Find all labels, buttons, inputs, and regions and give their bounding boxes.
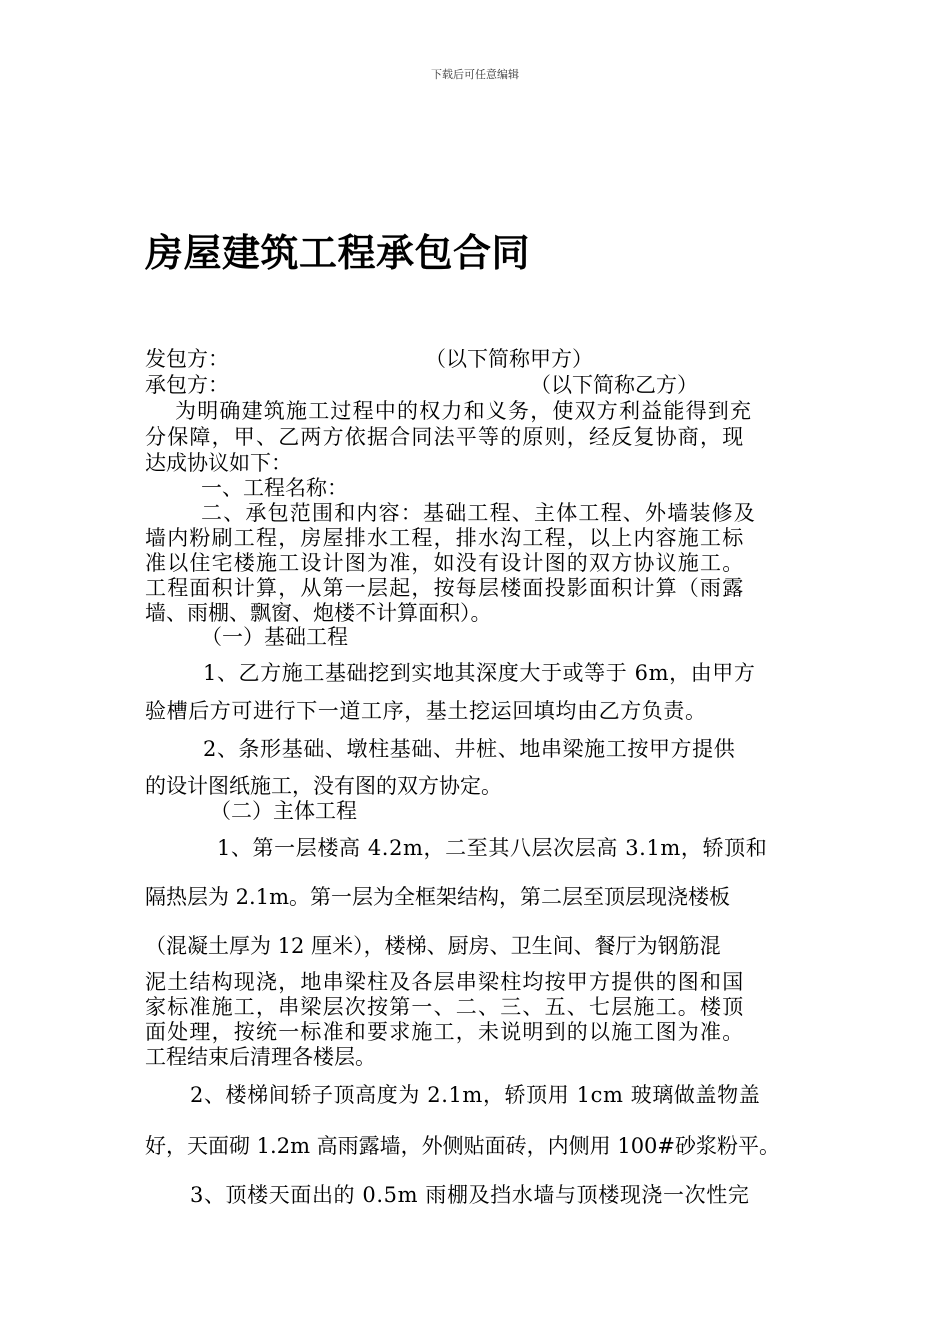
body-line: （混凝土厚为 12 厘米），楼梯、厨房、卫生间、餐厅为钢筋混 xyxy=(145,934,721,958)
section-heading: 一、工程名称： xyxy=(201,476,348,500)
subsection-heading: （二）主体工程 xyxy=(210,799,357,823)
body-line: 为明确建筑施工过程中的权力和义务，使双方利益能得到充 xyxy=(175,399,753,423)
party-b-note: （以下简称乙方） xyxy=(530,373,698,397)
body-line: 准以住宅楼施工设计图为准，如没有设计图的双方协议施工。 xyxy=(145,551,745,575)
body-line: 好，天面砌 1.2m 高雨露墙，外侧贴面砖，内侧用 100#砂浆粉平。 xyxy=(145,1134,781,1158)
party-a-label: 发包方： xyxy=(145,347,229,371)
body-line: 3、顶楼天面出的 0.5m 雨棚及挡水墙与顶楼现浇一次性完 xyxy=(190,1183,750,1207)
page-header-note: 下载后可任意编辑 xyxy=(431,68,519,81)
party-b-label: 承包方： xyxy=(145,373,229,397)
body-line: 工程结束后清理各楼层。 xyxy=(145,1045,376,1069)
contract-title: 房屋建筑工程承包合同 xyxy=(145,231,531,275)
body-line: 泥土结构现浇，地串梁柱及各层串梁柱均按甲方提供的图和国 xyxy=(145,970,745,994)
body-line: 工程面积计算，从第一层起，按每层楼面投影面积计算（雨露 xyxy=(145,576,745,600)
subsection-heading: （一）基础工程 xyxy=(201,625,348,649)
body-line: 达成协议如下： xyxy=(145,451,292,475)
body-line: 分保障，甲、乙两方依据合同法平等的原则，经反复协商，现 xyxy=(145,425,745,449)
body-line: 2、楼梯间轿子顶高度为 2.1m，轿顶用 1cm 玻璃做盖物盖 xyxy=(190,1083,761,1107)
body-line: 1、乙方施工基础挖到实地其深度大于或等于 6m，由甲方 xyxy=(203,661,756,685)
body-line: 墙内粉刷工程，房屋排水工程，排水沟工程，以上内容施工标 xyxy=(145,526,745,550)
body-line: 墙、雨棚、飘窗、炮楼不计算面积）。 xyxy=(145,601,492,625)
body-line: 2、条形基础、墩柱基础、井桩、地串梁施工按甲方提供 xyxy=(203,737,736,761)
body-line: 1、第一层楼高 4.2m，二至其八层次层高 3.1m，轿顶和 xyxy=(217,836,768,860)
body-line: 验槽后方可进行下一道工序，基土挖运回填均由乙方负责。 xyxy=(145,699,707,723)
body-line: 家标准施工，串梁层次按第一、二、三、五、七层施工。楼顶 xyxy=(145,995,745,1019)
body-line: 面处理，按统一标准和要求施工，未说明到的以施工图为准。 xyxy=(145,1020,745,1044)
body-line: 二、承包范围和内容：基础工程、主体工程、外墙装修及 xyxy=(201,501,756,525)
party-a-note: （以下简称甲方） xyxy=(425,347,593,371)
body-line: 的设计图纸施工，没有图的双方协定。 xyxy=(145,774,502,798)
body-line: 隔热层为 2.1m。第一层为全框架结构，第二层至顶层现浇楼板 xyxy=(145,885,730,909)
